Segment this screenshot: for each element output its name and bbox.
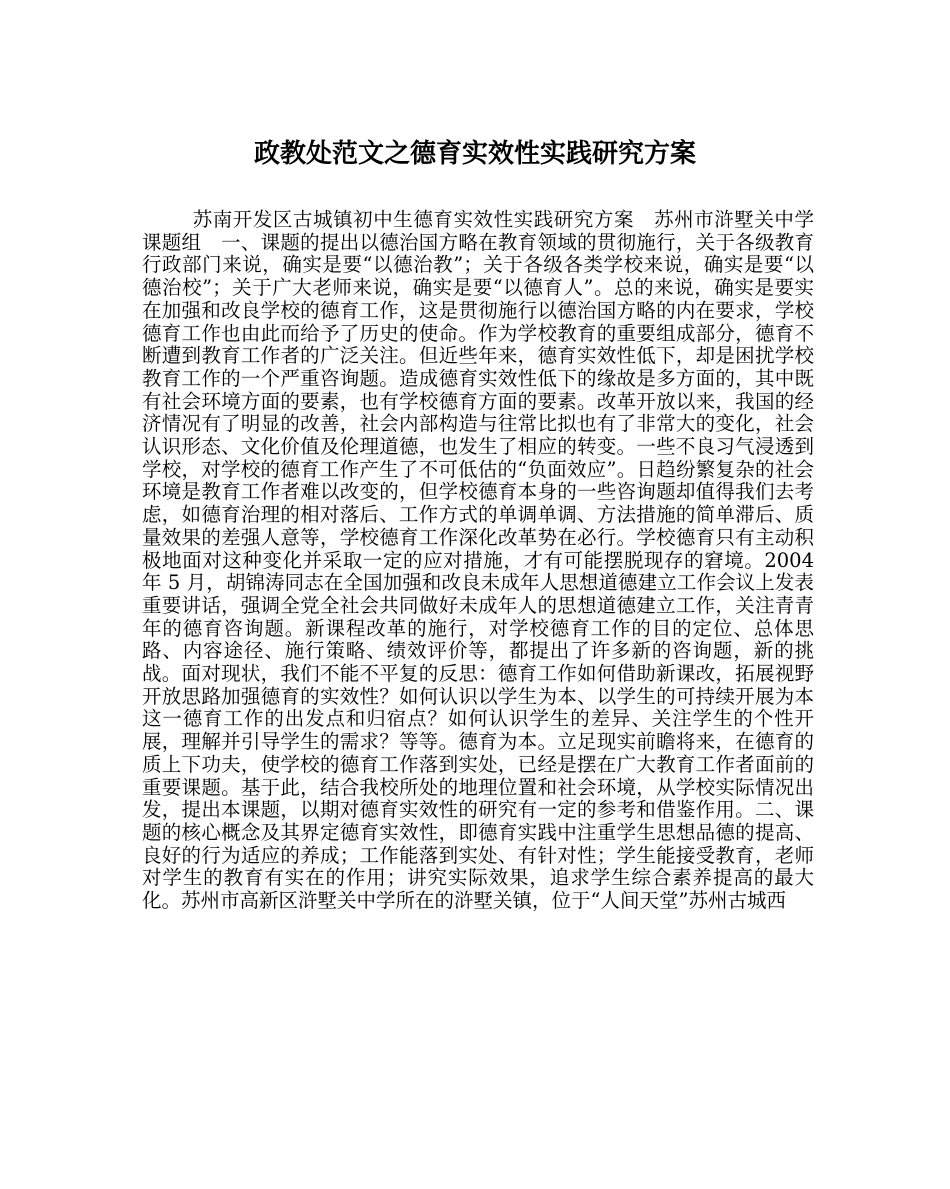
document-title: 政教处范文之德育实效性实践研究方案 xyxy=(253,139,696,169)
document-body-paragraph: 苏南开发区古城镇初中生德育实效性实践研究方案 苏州市浒墅关中学课题组 一、课题的提出以德治国方略在教育领域的贯彻施行，关于各级教育行政部门来说，确实是要“以德治教”；关于各级各类学校来说，确实是要“以德治校”；关于广大老师来说，确实是要“以德育人”。总的来说，确实是要实在加强和改良学校的德育工作，这是贯彻施行以德治国方略的内在要求，学校德育工作也由此而给予了历史的使命。作为学校教育的重要组成部分，德育不断遭到教育工作者的广泛关注。但近些年来，德育实效性低下，却是困扰学校教育工作的一个严重咨询题。造成德育实效性低下的缘故是多方面的，其中既有社会环境方面的要素，也有学校德育方面的要素。改革开放以来，我国的经济情况有了明显的改善，社会内部构造与往常比拟也有了非常大的变化，社会认识形态、文化价值及伦理道德，也发生了相应的转变。一些不良习气浸透到学校，对学校的德育工作产生了不可低估的“负面效应”。日趋纷繁复杂的社会环境是教育工作者难以改变的，但学校德育本身的一些咨询题却值得我们去考虑，如德育治理的相对落后、工作方式的单调单调、方法措施的简单滞后、质量效果的差强人意等，学校德育工作深化改革势在必行。学校德育只有主动积极地面对这种变化并采取一定的应对措施，才有可能摆脱现存的窘境。2004 年 5 月，胡锦涛同志在全国加强和改良未成年人思想道德建立工作会议上发表重要讲话，强调全党全社会共同做好未成年人的思想道德建立工作，关注青青年的德育咨询题。新课程改革的施行，对学校德育工作的目的定位、总体思路、内容途径、施行策略、绩效评价等，都提出了许多新的咨询题，新的挑战。面对现状，我们不能不平复的反思：德育工作如何借助新课改，拓展视野开放思路加强德育的实效性？如何认识以学生为本、以学生的可持续开展为本这一德育工作的出发点和归宿点？如何认识学生的差异、关注学生的个性开展，理解并引导学生的需求？等等。德育为本。立足现实前瞻将来，在德育的质上下功夫，使学校的德育工作落到实处，已经是摆在广大教育工作者面前的重要课题。基于此，结合我校所处的地理位置和社会环境，从学校实际情况出发，提出本课题，以期对德育实效性的研究有一定的参考和借鉴作用。二、课题的核心概念及其界定德育实效性，即德育实践中注重学生思想品德的提高、良好的行为适应的养成；工作能落到实处、有针对性；学生能接受教育，老师对学生的教育有实在的作用；讲究实际效果，追求学生综合素养提高的最大化。苏州市高新区浒墅关中学所在的浒墅关镇，位于“人间天堂”苏州古城西 xyxy=(142,208,814,913)
